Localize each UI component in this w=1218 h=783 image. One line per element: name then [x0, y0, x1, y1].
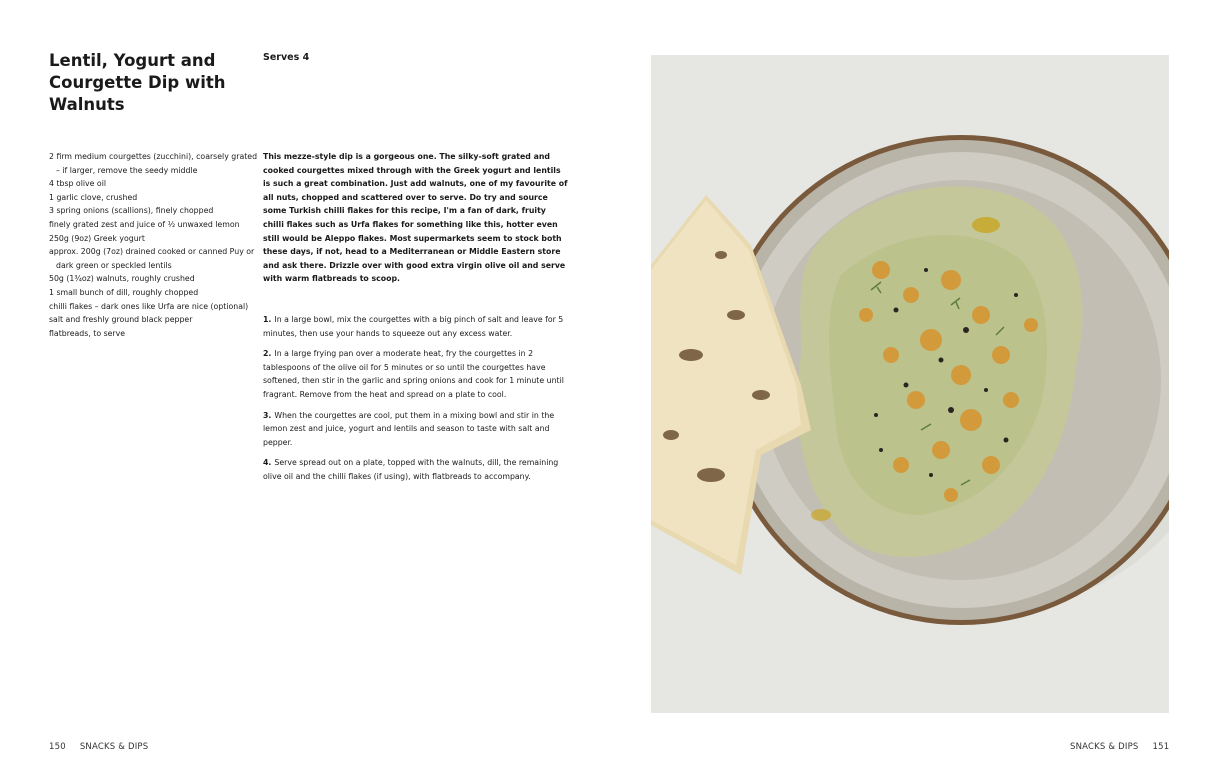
recipe-title: Lentil, Yogurt and Courgette Dip with Walnuts — [49, 51, 226, 114]
ingredient-item: 4 tbsp olive oil — [49, 179, 107, 189]
method-step — [263, 347, 569, 401]
ingredient-item: 1 garlic clove, crushed — [49, 192, 138, 202]
section-name-left: SNACKS & DIPS — [79, 742, 149, 752]
page-number-right: 151 — [1152, 742, 1170, 752]
step-number: 1. — [263, 315, 272, 324]
ingredient-item: 50g (1¾oz) walnuts, roughly crushed — [49, 274, 195, 284]
method-steps — [263, 313, 569, 491]
dip-plate-photo — [651, 55, 1169, 713]
ingredient-item: flatbreads, to serve — [49, 328, 126, 338]
method-step — [263, 456, 569, 483]
step-number: 2. — [263, 349, 272, 359]
ingredient-item: 2 firm medium courgettes (zucchini), coarsely grated – if larger, remove the seedy middle — [49, 152, 258, 175]
ingredient-item: 250g (9oz) Greek yogurt — [49, 233, 145, 243]
step-text: When the courgettes are cool, put them in a mixing bowl and stir in the lemon zest and juice, yogurt and lentils and season to taste with salt and pepper. — [263, 410, 555, 447]
footer-right — [1070, 742, 1169, 752]
page-number-left: 150 — [49, 742, 66, 752]
ingredient-item: finely grated zest and juice of ½ unwaxed lemon — [49, 219, 240, 229]
ingredient-item: chilli flakes – dark ones like Urfa are nice (optional) — [49, 301, 249, 311]
dip-plate-with-flatbread-photo — [651, 55, 1169, 713]
ingredient-item: 1 small bunch of dill, roughly chopped — [49, 287, 199, 297]
step-number: 4. — [263, 458, 272, 468]
serves-count: Serves 4 — [263, 52, 310, 63]
recipe-intro: This mezze-style dip is a gorgeous one. The silky-soft grated and cooked courgettes mixed through with the Greek yogurt and lentils is such a great combination. Just add walnuts, one of my favourite of all nuts, chopped and scattered over to serve. Do try and source some Turkish chilli flakes for this recipe, I'm a fan of dark, fruity chilli flakes such as Urfa flakes for something like this, hotter even still would be Aleppo flakes. Most supermarkets seem to stock both these days, if not, head to a Mediterranean or Middle Eastern store and ask there. Drizzle over with good extra virgin olive oil and serve with warm flatbreads to scoop. — [263, 152, 568, 284]
step-text: In a large frying pan over a moderate heat, fry the courgettes in 2 tablespoons of the olive oil for 5 minutes or so until the courgettes have softened, then stir in the garlic and spring onions and cook for 1 minute until fragrant. Remove from the heat and spread on a plate to cool. — [263, 349, 564, 399]
step-text: In a large bowl, mix the courgettes with a big pinch of salt and leave for 5 minutes, then use your hands to squeeze out any excess water. — [263, 315, 564, 338]
ingredient-item: approx. 200g (7oz) drained cooked or canned Puy or dark green or speckled lentils — [49, 247, 255, 270]
section-name-right: SNACKS & DIPS — [1070, 742, 1139, 752]
step-number: 3. — [263, 410, 272, 420]
ingredients-list — [49, 150, 259, 340]
ingredient-item: salt and freshly ground black pepper — [49, 315, 193, 325]
ingredient-item: 3 spring onions (scallions), finely chopped — [49, 206, 214, 216]
step-text: Serve spread out on a plate, topped with the walnuts, dill, the remaining olive oil and the chilli flakes (if using), with flatbreads to accompany. — [263, 458, 559, 481]
method-step — [263, 409, 569, 450]
method-step — [263, 313, 569, 340]
footer-left — [49, 742, 162, 752]
